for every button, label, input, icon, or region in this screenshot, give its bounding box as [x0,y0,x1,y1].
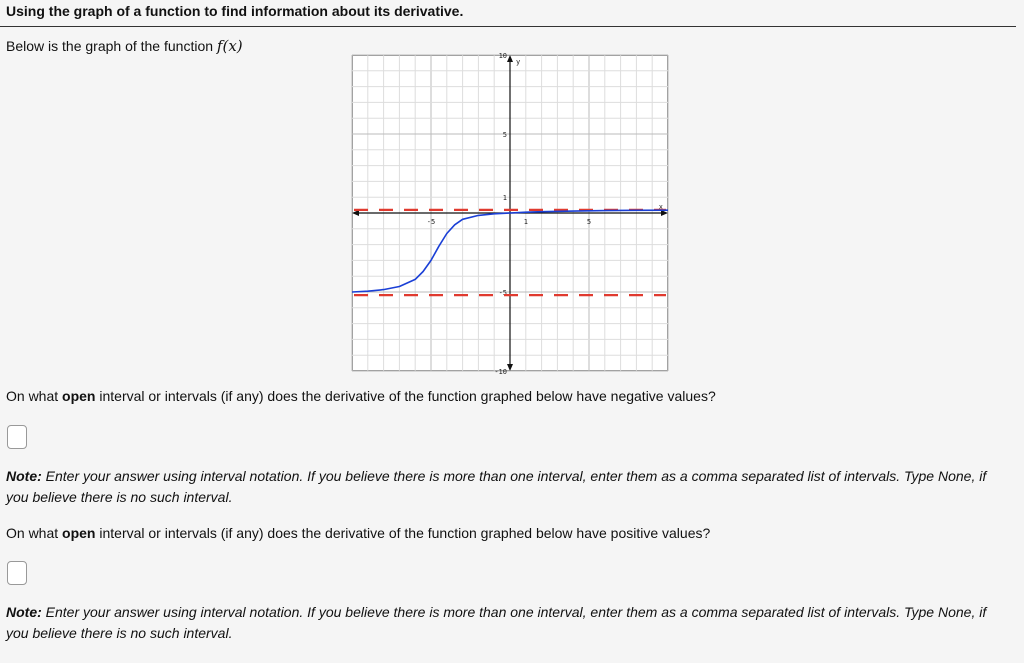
function-label: f(x) [216,37,243,55]
tick-label: 1 [502,194,507,203]
q2-suffix: interval or intervals (if any) does the derivative of the function graphed below have positive values? [95,525,711,541]
note2-text: Enter your answer using interval notation. If you believe there is more than one interval, enter them as a comma separated list of intervals. Type None, if you believe there is no such interval. [6,604,987,641]
tick-label: 10 [498,52,507,60]
title-divider [0,26,1016,27]
graph-svg [352,52,668,376]
y-axis-label: y [516,58,521,66]
tick-label: 1 [523,218,528,226]
tick-label: -5 [426,218,436,226]
answer-input-positive[interactable] [7,561,27,585]
note2-label: Note: [6,604,42,620]
intro-label: Below is the graph of the function [6,38,217,54]
tick-label: -10 [494,368,507,376]
function-graph [352,52,668,376]
note-negative [6,466,996,508]
note1-label: Note: [6,468,42,484]
x-axis-label: x [658,203,663,211]
tick-label: 5 [586,218,592,226]
answer-input-negative[interactable] [7,425,27,449]
q1-bold: open [62,388,96,404]
tick-label: 5 [502,131,507,139]
note-positive [6,602,996,644]
note1-text: Enter your answer using interval notation. If you believe there is more than one interval, enter them as a comma separated list of intervals. Type None, if you believe there is no such interval. [6,468,987,505]
tick-label: -5 [498,289,507,297]
q1-suffix: interval or intervals (if any) does the derivative of the function graphed below have negative values? [95,388,716,404]
q1-prefix: On what [6,388,63,404]
q2-prefix: On what [6,525,63,541]
question-positive [6,525,710,541]
q2-bold: open [62,525,96,541]
intro-text [6,37,243,55]
question-negative [6,388,716,404]
page-title: Using the graph of a function to find information about its derivative. [6,3,464,19]
